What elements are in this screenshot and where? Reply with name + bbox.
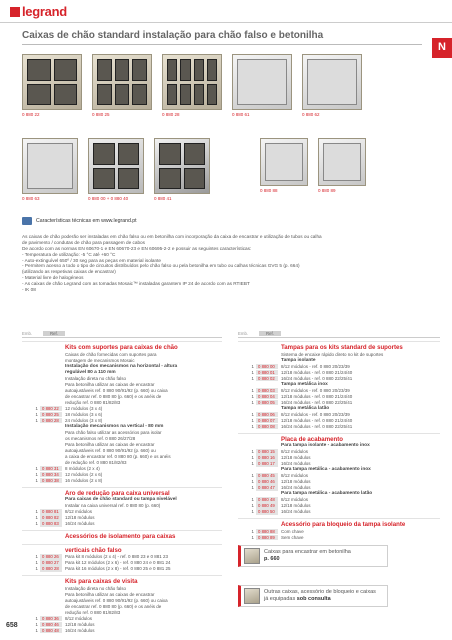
ref-code: 0 880 25 <box>40 412 62 417</box>
emb-qty: 1 <box>35 554 38 560</box>
ref-code: 0 880 05 <box>256 400 278 405</box>
column-header <box>238 330 440 338</box>
product-photo <box>232 54 292 118</box>
subheading: regulável 80 a 110 mm <box>65 369 116 375</box>
emb-qty: 1 <box>35 515 38 521</box>
product-row <box>22 628 222 634</box>
ref-code: 0 880 38 <box>40 478 62 483</box>
ref-code: 0 880 06 <box>256 412 278 417</box>
description-text: de redução ref. 0 880 81/82/83 <box>65 459 127 465</box>
section-heading: Placa de acabamento <box>281 435 343 443</box>
ref-code: 0 880 89 <box>256 535 278 540</box>
section-heading: Aro de redução para caixa universal <box>65 489 170 497</box>
ref-code: 0 880 50 <box>256 509 278 514</box>
xref-text: Outras caixas, acessório de bloqueio e caixas já equipadas sob consulta <box>264 589 376 602</box>
ref-code: 0 880 46 <box>256 479 278 484</box>
description-text: Para chão falso utilizar as acessórios para isolar <box>65 429 162 435</box>
product-description: 8 módulos (2 x 4) <box>65 465 100 471</box>
emb-qty: 1 <box>35 417 38 423</box>
product-row <box>238 509 440 515</box>
xref-recessed-boxes[interactable] <box>238 545 388 567</box>
product-row <box>238 424 440 430</box>
header-ref: Ref. <box>43 331 65 336</box>
description-text: a caixa de encastrar ref. 0 880 80 (p. 660) e os anéis <box>65 453 171 459</box>
product-description: Para kit 16 módulos (2 x 8) - ref. 0 880 25 e 0 881 25 <box>65 566 171 572</box>
ref-code: 0 880 04 <box>256 394 278 399</box>
cover-plate-image <box>302 54 362 110</box>
ref-code: 0 880 07 <box>256 418 278 423</box>
section-heading: Acessório para bloqueio da tampa isolante <box>281 521 406 529</box>
product-description: 16/24 módulos - ref. 0 880 22/25/41 <box>281 375 353 381</box>
product-description: 16/24 módulos <box>65 521 95 527</box>
section-heading-row <box>22 341 222 352</box>
ref-code: 0 880 02 <box>256 376 278 381</box>
ref-code: 0 880 17 <box>256 461 278 466</box>
left-product-table <box>22 330 222 634</box>
product-description: 8/12 módulos <box>281 449 309 455</box>
product-photo <box>302 54 362 118</box>
emb-qty: 1 <box>251 449 254 455</box>
product-description: 16/24 módulos - ref. 0 880 22/25/41 <box>281 423 353 429</box>
description-text: montagem de mecanismos Mosaic <box>65 357 135 363</box>
product-description: 12/18 módulos <box>281 479 311 485</box>
product-description: 16/24 módulos <box>281 461 311 467</box>
product-description: Para kit 12 módulos (2 x 6) - ref. 0 880 24 e 0 881 24 <box>65 560 171 566</box>
emb-qty: 1 <box>251 399 254 405</box>
column-header <box>22 330 222 338</box>
photo-caption: 0 880 22 <box>22 112 40 117</box>
product-description: 12/18 módulos <box>281 503 311 509</box>
product-description: 8/12 módulos <box>65 616 93 622</box>
description-text: redução ref. 0 880 81/82/83 <box>65 610 121 616</box>
emb-qty: 1 <box>35 471 38 477</box>
section-heading: Acessórios de isolamento para caixas <box>65 533 176 541</box>
product-description: Para kit 8 módulos (2 x 4) - ref. 0 880 23 e 0 881 23 <box>65 554 169 560</box>
product-description: 12 módulos (2 x 6) <box>65 471 103 477</box>
description-text: autoajustáveis ref. 0 880 90/91/92 (p. 660) ou <box>65 447 156 453</box>
intro-line: - Auto-extinguível 650º / 30 seg para as peças em material isolante <box>22 257 162 263</box>
product-description: 12/18 módulos - ref. 0 880 21/24/40 <box>281 369 353 375</box>
header-emb: Emb. <box>238 330 249 336</box>
emb-qty: 1 <box>251 528 254 534</box>
product-description: 16/24 módulos <box>65 628 95 634</box>
ref-code: 0 880 48 <box>40 628 62 633</box>
cover-plate-image <box>232 54 292 110</box>
product-photos-row-2 <box>22 138 366 202</box>
description-text: Instalação direta no chão falso <box>65 375 127 381</box>
intro-line: - Temperatura de utilização: -5 °C até +60 °C <box>22 251 116 257</box>
recessed-box-thumb <box>244 548 260 564</box>
emb-qty: 1 <box>35 616 38 622</box>
ref-code: 0 880 47 <box>256 485 278 490</box>
ref-code: 0 880 81 <box>40 509 62 514</box>
product-description: 16/24 módulos <box>281 485 311 491</box>
emb-qty: 1 <box>35 509 38 515</box>
product-description: 18 módulos (3 x 6) <box>65 411 103 417</box>
description-text: Para betonilha utilizar as caixas de encastrar <box>65 441 155 447</box>
emb-qty: 1 <box>35 628 38 634</box>
product-description: 16/24 módulos - ref. 0 880 22/25/41 <box>281 399 353 405</box>
header-emb: Emb. <box>22 330 33 336</box>
product-description: 8/12 módulos - ref. 0 880 20/23/39 <box>281 387 350 393</box>
ref-code: 0 880 82 <box>40 515 62 520</box>
brand-logo <box>10 4 67 20</box>
subheading: Para tampa metálica - acabamento inox <box>281 467 371 473</box>
photo-caption: 0 880 61 <box>232 112 250 117</box>
description-text: de encastrar ref. 0 880 80 (p. 660) e os anéis de <box>65 604 162 610</box>
product-description: 16 módulos (2 x 8) <box>65 477 103 483</box>
ref-code: 0 880 15 <box>256 449 278 454</box>
section-heading-row <box>22 544 222 555</box>
floor-box-image <box>162 54 222 110</box>
xref-text: Caixas para encastrar em betonilha p. 660 <box>264 549 351 562</box>
section-heading: verticais chão falso <box>65 546 122 554</box>
photo-caption: 0 880 00 + 0 880 40 <box>88 196 129 201</box>
ref-code: 0 880 46 <box>40 622 62 627</box>
product-description: 12/18 módulos <box>65 622 95 628</box>
description-text: autoajustáveis ref. 0 880 90/91/92 (p. 660) ou caixa <box>65 598 168 604</box>
right-product-table <box>238 330 440 541</box>
product-description: 16/24 módulos <box>281 509 311 515</box>
emb-qty: 1 <box>35 477 38 483</box>
product-photo <box>92 54 152 118</box>
section-heading-row <box>238 518 440 529</box>
product-row <box>22 478 222 484</box>
product-photo <box>22 138 78 202</box>
description-text: os mecanismos ref. 0 880 26/27/28 <box>65 435 136 441</box>
description-text: Para betonilha utilizar as caixas de encastrar <box>65 381 155 387</box>
page-number: 658 <box>6 622 18 629</box>
section-heading-row <box>238 341 440 352</box>
book-icon <box>22 217 32 225</box>
section-heading-row <box>22 530 222 541</box>
emb-qty: 1 <box>251 534 254 540</box>
description-text: Sistema de encaixe rápido direto no kit de suportes <box>281 351 384 357</box>
description-text: Caixas de chão fornecidas com suportes para <box>65 351 157 357</box>
product-row <box>22 521 222 527</box>
section-heading: Kits com suportes para caixas de chão <box>65 344 178 351</box>
product-description: 8/12 módulos <box>65 509 93 515</box>
photo-caption: 0 880 28 <box>162 112 180 117</box>
emb-qty: 1 <box>251 503 254 509</box>
ref-code: 0 880 49 <box>256 503 278 508</box>
cover-plate-image <box>22 138 78 194</box>
floor-box-image <box>22 54 82 110</box>
product-photo <box>22 54 82 118</box>
emb-qty: 1 <box>251 411 254 417</box>
product-description: 8/12 módulos - ref. 0 880 20/23/39 <box>281 363 350 369</box>
photo-caption: 0 880 62 <box>302 112 320 117</box>
emb-qty: 1 <box>35 411 38 417</box>
emb-qty: 1 <box>251 497 254 503</box>
description-text: de encastrar ref. 0 880 80 (p. 660) e os anéis de <box>65 393 162 399</box>
ref-code: 0 880 16 <box>256 455 278 460</box>
intro-line: De acordo com as normas EN 60670-1 e EN 60670-23 e EN 60695-2-2 e possuir as seguintes características: <box>22 245 252 251</box>
subheading: Tampa metálica latão <box>281 405 330 411</box>
description-text: autoajustáveis ref. 0 880 90/91/92 (p. 660) ou caixa <box>65 387 168 393</box>
ref-code: 0 880 01 <box>256 370 278 375</box>
section-heading-row <box>238 433 440 444</box>
ref-code: 0 880 22 <box>40 406 62 411</box>
ref-code: 0 880 27 <box>40 560 62 565</box>
product-photo <box>260 138 308 202</box>
ref-code: 0 880 34 <box>40 472 62 477</box>
emb-qty: 1 <box>251 363 254 369</box>
floor-box-image <box>154 138 210 194</box>
subheading: Tampa metálica inox <box>281 381 328 387</box>
header-bar <box>0 0 452 24</box>
emb-qty: 1 <box>35 521 38 527</box>
product-description: Sem chave <box>281 534 304 540</box>
product-description: 12/18 módulos - ref. 0 880 21/24/40 <box>281 417 353 423</box>
photo-caption: 0 880 88 <box>260 188 278 193</box>
section-heading: Kits para caixas de visita <box>65 578 138 586</box>
description-text: Instalação direta no chão falso <box>65 586 127 592</box>
emb-qty: 1 <box>35 566 38 572</box>
emb-qty: 1 <box>35 622 38 628</box>
ref-code: 0 880 48 <box>256 497 278 502</box>
emb-qty: 1 <box>251 417 254 423</box>
photo-caption: 0 880 25 <box>92 112 110 117</box>
photo-caption: 0 880 41 <box>154 196 172 201</box>
intro-line: - As caixas de chão Legrand com as tomadas Mosaic™ instaladas garantem IP 24 de acordo com as RTIEBT <box>22 281 250 286</box>
emb-qty: 1 <box>251 393 254 399</box>
intro-line: - IK 08 <box>22 286 36 292</box>
emb-qty: 1 <box>251 509 254 515</box>
product-description: 12 módulos (3 x 4) <box>65 405 103 411</box>
ref-code: 0 880 28 <box>40 566 62 571</box>
ref-code: 0 880 26 <box>40 554 62 559</box>
emb-qty: 1 <box>251 461 254 467</box>
subheading: Instalação dos mecanismos na horizontal - altura <box>65 363 178 369</box>
emb-qty: 1 <box>251 485 254 491</box>
intro-line: de pavimento / condutas de chão para passagem de cabos <box>22 239 145 245</box>
intro-line: - Permitem acesso a todo o tipo de circuitos distribuídos pelo chão falso ou pela betonilha em tubo ou calhas técnicas GVG 5 (p. 664) <box>22 263 300 269</box>
subheading: Tampa isolante <box>281 357 316 363</box>
product-photos-row-1 <box>22 54 362 118</box>
title-divider <box>22 44 422 45</box>
intro-line: - Material livre de halogéneos <box>22 275 84 281</box>
ref-code: 0 880 36 <box>40 616 62 621</box>
product-row <box>238 535 440 541</box>
ref-code: 0 880 83 <box>40 521 62 526</box>
emb-qty: 1 <box>251 479 254 485</box>
section-heading-row <box>22 487 222 498</box>
section-heading-row <box>22 575 222 586</box>
header-ref: Ref. <box>259 331 281 336</box>
lock-accessory-image <box>318 138 366 186</box>
emb-qty: 1 <box>35 405 38 411</box>
product-description: 12/18 módulos - ref. 0 880 21/24/40 <box>281 393 353 399</box>
product-description: 24 módulos (3 x 8) <box>65 417 103 423</box>
emb-qty: 1 <box>251 455 254 461</box>
emb-qty: 1 <box>251 423 254 429</box>
product-description: 12/18 módulos <box>281 455 311 461</box>
tech-specs-text: Características técnicas em www.legrand.pt <box>36 217 137 224</box>
emb-qty: 1 <box>251 375 254 381</box>
other-box-thumb <box>244 588 260 604</box>
product-description: Com chave <box>281 528 304 534</box>
ref-code: 0 880 28 <box>40 418 62 423</box>
photo-caption: 0 880 89 <box>318 188 336 193</box>
xref-other-boxes[interactable] <box>238 585 388 607</box>
product-photo <box>88 138 144 202</box>
product-photo <box>318 138 366 202</box>
description-text: Para betonilha utilizar as caixas de encastrar <box>65 592 155 598</box>
legrand-logo-icon <box>10 7 20 17</box>
product-description: 8/12 módulos <box>281 497 309 503</box>
section-heading: Tampas para os kits standard de suportes <box>281 344 403 351</box>
emb-qty: 1 <box>251 387 254 393</box>
ref-code: 0 880 31 <box>40 466 62 471</box>
tech-specs-link[interactable] <box>22 217 137 225</box>
intro-text <box>22 234 437 293</box>
product-photo <box>154 138 210 202</box>
emb-qty: 1 <box>35 465 38 471</box>
floor-box-image <box>92 54 152 110</box>
ref-code: 0 880 00 <box>256 364 278 369</box>
product-photo <box>162 54 222 118</box>
emb-qty: 1 <box>251 369 254 375</box>
floor-box-image <box>88 138 144 194</box>
lock-accessory-image <box>260 138 308 186</box>
intro-line: As caixas de chão poderão ser instaladas em chão falso ou em betonilha com incorporação da caixa de encastrar e utilização de tubos ou calha <box>22 234 322 239</box>
subheading: Instalação mecanismos na vertical - 80 mm <box>65 423 164 429</box>
ref-code: 0 880 88 <box>256 529 278 534</box>
ref-code: 0 880 45 <box>256 473 278 478</box>
product-description: 8/12 módulos <box>281 473 309 479</box>
description-text: redução ref. 0 880 81/82/83 <box>65 399 121 405</box>
ref-code: 0 880 03 <box>256 388 278 393</box>
product-row <box>22 566 222 572</box>
subheading: Para tampa isolante - acabamento inox <box>281 443 370 449</box>
emb-qty: 1 <box>251 473 254 479</box>
header-divider <box>0 22 452 23</box>
description-text: Instalar na caixa universal ref. 0 880 80 (p. 660) <box>65 503 161 509</box>
ref-code: 0 880 08 <box>256 424 278 429</box>
section-badge: N <box>432 38 452 58</box>
subheading: Para caixas de chão standard ou tampa nivelável <box>65 497 177 503</box>
brand-name: legrand <box>22 4 67 19</box>
intro-line: (utilizando as respetivas caixas de encastrar) <box>22 269 116 275</box>
product-description: 8/12 módulos - ref. 0 880 20/23/39 <box>281 411 350 417</box>
product-description: 12/18 módulos <box>65 515 95 521</box>
photo-caption: 0 880 63 <box>22 196 40 201</box>
emb-qty: 1 <box>35 560 38 566</box>
subheading: Para tampa metálica - acabamento latão <box>281 491 373 497</box>
page-title: Caixas de chão standard instalação para chão falso e betonilha <box>22 30 324 41</box>
